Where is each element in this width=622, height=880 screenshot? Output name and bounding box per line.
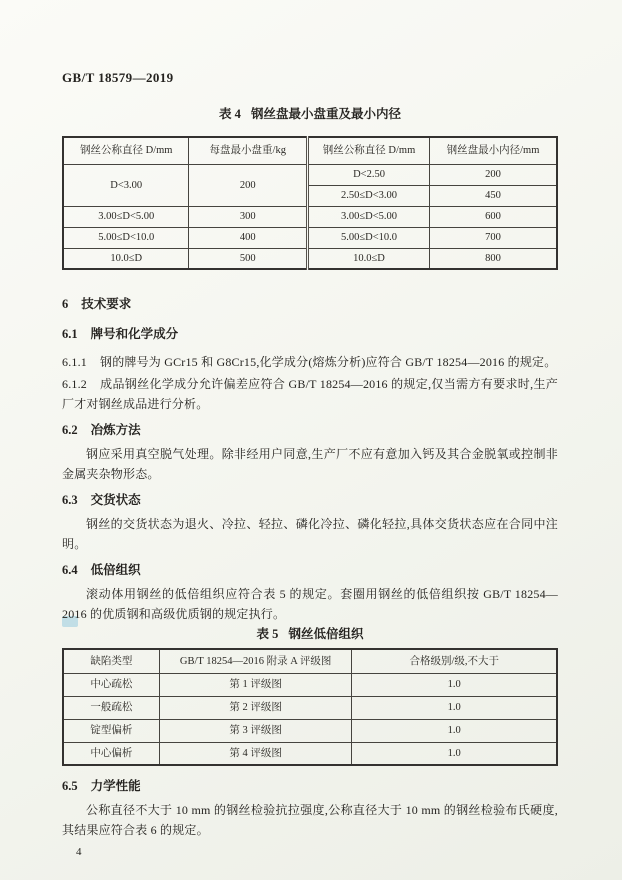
table5-header-row (63, 649, 557, 673)
table5-cell-grade: 1.0 (352, 673, 557, 696)
table4-cell-diameter: 3.00≤D<5.00 (308, 206, 430, 227)
section-title: 交货状态 (90, 493, 141, 507)
section-heading-6-4 (62, 562, 558, 578)
table4-row (63, 248, 557, 269)
table5-macrostructure (62, 648, 558, 766)
section-heading-6-5 (62, 778, 558, 794)
table5-cell-chart: 第 3 评级图 (159, 719, 352, 742)
table4-row (63, 206, 557, 227)
paragraph-6-1-2 (62, 374, 558, 414)
section-heading-6 (62, 296, 558, 312)
table5-caption-label: 表 5 (256, 627, 279, 641)
table5-col-header: GB/T 18254—2016 附录 A 评级图 (159, 649, 352, 673)
clause-text: 钢的牌号为 GCr15 和 G8Cr15,化学成分(熔炼分析)应符合 GB/T 18254—2016 的规定。 (100, 355, 557, 369)
standard-code: GB/T 18579—2019 (62, 70, 174, 85)
table4-caption-label: 表 4 (219, 107, 241, 121)
table5-cell-grade: 1.0 (352, 719, 557, 742)
table4-cell-diameter: D<3.00 (63, 164, 189, 206)
section-title: 力学性能 (90, 779, 141, 793)
table5-caption (62, 626, 558, 642)
table5-caption-title: 钢丝低倍组织 (288, 627, 364, 641)
table4-row (63, 164, 557, 185)
table5-row (63, 673, 557, 696)
table4-cell-diameter: D<2.50 (308, 164, 430, 185)
table4-col-header: 钢丝公称直径 D/mm (308, 137, 430, 164)
section-title: 技术要求 (81, 297, 132, 311)
table4-caption-title: 钢丝盘最小盘重及最小内径 (250, 107, 401, 121)
table5-cell-defect: 中心偏析 (63, 742, 159, 765)
table4-cell-inner-diameter: 700 (430, 227, 557, 248)
table4-cell-inner-diameter: 800 (430, 248, 557, 269)
table5-cell-grade: 1.0 (352, 696, 557, 719)
section-title: 冶炼方法 (90, 423, 141, 437)
table5-cell-chart: 第 4 评级图 (159, 742, 352, 765)
table4-cell-inner-diameter: 450 (430, 185, 557, 206)
clause-number: 6.1.1 (62, 355, 87, 369)
table4-caption (62, 106, 558, 122)
paragraph-6-2: 钢应采用真空脱气处理。除非经用户同意,生产厂不应有意加入钙及其合金脱氧或控制非金属夹杂物形态。 (62, 447, 558, 481)
table5-row (63, 742, 557, 765)
table5-cell-defect: 中心疏松 (63, 673, 159, 696)
table4-cell-diameter: 10.0≤D (308, 248, 430, 269)
table4-cell-diameter: 2.50≤D<3.00 (308, 185, 430, 206)
table4-cell-diameter: 3.00≤D<5.00 (63, 206, 189, 227)
table4-cell-weight: 500 (189, 248, 308, 269)
table4-coil-weight-inner-diameter (62, 136, 558, 270)
table4-cell-diameter: 5.00≤D<10.0 (63, 227, 189, 248)
table5-cell-defect: 锭型偏析 (63, 719, 159, 742)
table4-cell-weight: 300 (189, 206, 308, 227)
table4-cell-diameter: 5.00≤D<10.0 (308, 227, 430, 248)
section-title: 牌号和化学成分 (90, 327, 179, 341)
table5-row (63, 696, 557, 719)
paragraph-6-4: 滚动体用钢丝的低倍组织应符合表 5 的规定。套圈用钢丝的低倍组织按 GB/T 18254—2016 的优质钢和高级优质钢的规定执行。 (62, 587, 558, 621)
paragraph-6-1-1 (62, 352, 558, 372)
paragraph-6-5: 公称直径不大于 10 mm 的钢丝检验抗拉强度,公称直径大于 10 mm 的钢丝检验布氏硬度,其结果应符合表 6 的规定。 (62, 803, 558, 837)
section-number: 6.1 (62, 327, 78, 341)
clause-text: 成品钢丝化学成分允许偏差应符合 GB/T 18254—2016 的规定,仅当需方有要求时,生产厂才对钢丝成品进行分析。 (62, 377, 558, 411)
section-heading-6-2 (62, 422, 558, 438)
section-heading-6-3 (62, 492, 558, 508)
table4-col-header: 每盘最小盘重/kg (189, 137, 308, 164)
table5-cell-grade: 1.0 (352, 742, 557, 765)
table4-col-header: 钢丝盘最小内径/mm (430, 137, 557, 164)
table5-cell-defect: 一般疏松 (63, 696, 159, 719)
table4-cell-inner-diameter: 200 (430, 164, 557, 185)
section-number: 6 (62, 297, 69, 311)
table4-cell-weight: 400 (189, 227, 308, 248)
table4-col-header: 钢丝公称直径 D/mm (63, 137, 189, 164)
section-number: 6.5 (62, 779, 78, 793)
page-number: 4 (76, 846, 82, 858)
section-number: 6.2 (62, 423, 78, 437)
clause-number: 6.1.2 (62, 377, 87, 391)
table5-cell-chart: 第 2 评级图 (159, 696, 352, 719)
section-title: 低倍组织 (90, 563, 141, 577)
table5-col-header: 合格级别/级,不大于 (352, 649, 557, 673)
section-heading-6-1 (62, 326, 558, 342)
table5-col-header: 缺陷类型 (63, 649, 159, 673)
page-content (62, 70, 558, 858)
section-number: 6.4 (62, 563, 78, 577)
table4-row (63, 227, 557, 248)
table4-cell-weight: 200 (189, 164, 308, 206)
table4-cell-diameter: 10.0≤D (63, 248, 189, 269)
section-number: 6.3 (62, 493, 78, 507)
table5-cell-chart: 第 1 评级图 (159, 673, 352, 696)
table5-row (63, 719, 557, 742)
paragraph-6-3: 钢丝的交货状态为退火、冷拉、轻拉、磷化冷拉、磷化轻拉,具体交货状态应在合同中注明。 (62, 517, 558, 551)
table4-header-row (63, 137, 557, 164)
table4-cell-inner-diameter: 600 (430, 206, 557, 227)
